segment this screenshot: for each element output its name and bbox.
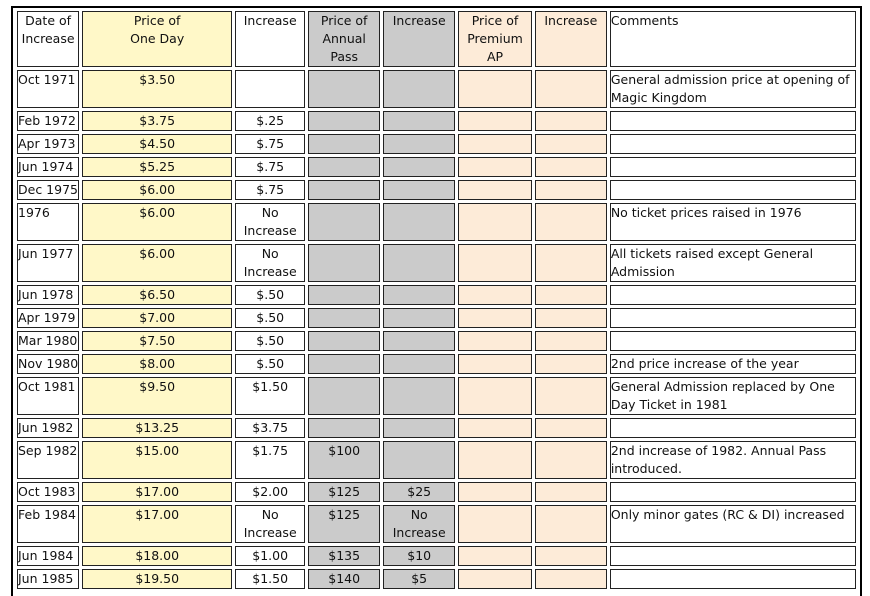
one-day-price-cell: $7.50 bbox=[82, 331, 232, 351]
table-row bbox=[17, 546, 856, 566]
header-increase-one-day: Increase bbox=[235, 11, 305, 67]
annual-pass-increase-cell bbox=[383, 244, 455, 282]
premium-ap-increase-cell bbox=[535, 418, 607, 438]
annual-pass-price-cell bbox=[308, 157, 380, 177]
date-cell: Dec 1975 bbox=[17, 180, 79, 200]
annual-pass-increase-cell bbox=[383, 354, 455, 374]
one-day-price-cell: $19.50 bbox=[82, 569, 232, 589]
one-day-increase-cell: $.75 bbox=[235, 157, 305, 177]
annual-pass-price-cell: $140 bbox=[308, 569, 380, 589]
premium-ap-price-cell bbox=[458, 331, 532, 351]
comment-cell: All tickets raised except General Admission bbox=[610, 244, 856, 282]
date-cell: Feb 1972 bbox=[17, 111, 79, 131]
one-day-increase-cell: $.50 bbox=[235, 285, 305, 305]
premium-ap-increase-cell bbox=[535, 482, 607, 502]
header-comments: Comments bbox=[610, 11, 856, 67]
table-row bbox=[17, 354, 856, 374]
annual-pass-price-cell: $125 bbox=[308, 482, 380, 502]
comment-cell bbox=[610, 180, 856, 200]
annual-pass-price-cell bbox=[308, 203, 380, 241]
date-cell: Jun 1974 bbox=[17, 157, 79, 177]
annual-pass-price-cell bbox=[308, 180, 380, 200]
premium-ap-increase-cell bbox=[535, 111, 607, 131]
premium-ap-increase-cell bbox=[535, 157, 607, 177]
table-row bbox=[17, 134, 856, 154]
one-day-increase-cell: No Increase bbox=[235, 203, 305, 241]
one-day-price-cell: $18.00 bbox=[82, 546, 232, 566]
annual-pass-price-cell bbox=[308, 331, 380, 351]
date-cell: Jun 1985 bbox=[17, 569, 79, 589]
annual-pass-increase-cell bbox=[383, 70, 455, 108]
comment-cell: General admission price at opening of Magic Kingdom bbox=[610, 70, 856, 108]
one-day-increase-cell: $.50 bbox=[235, 308, 305, 328]
header-annual-pass: Price of Annual Pass bbox=[308, 11, 380, 67]
comment-cell bbox=[610, 157, 856, 177]
annual-pass-increase-cell bbox=[383, 285, 455, 305]
one-day-price-cell: $5.25 bbox=[82, 157, 232, 177]
date-cell: Mar 1980 bbox=[17, 331, 79, 351]
premium-ap-price-cell bbox=[458, 308, 532, 328]
table-row bbox=[17, 285, 856, 305]
premium-ap-increase-cell bbox=[535, 203, 607, 241]
one-day-price-cell: $13.25 bbox=[82, 418, 232, 438]
comment-cell bbox=[610, 482, 856, 502]
annual-pass-increase-cell: $25 bbox=[383, 482, 455, 502]
header-increase-annual: Increase bbox=[383, 11, 455, 67]
one-day-increase-cell: $.25 bbox=[235, 111, 305, 131]
annual-pass-increase-cell bbox=[383, 157, 455, 177]
one-day-price-cell: $6.00 bbox=[82, 244, 232, 282]
annual-pass-increase-cell bbox=[383, 331, 455, 351]
date-cell: Nov 1980 bbox=[17, 354, 79, 374]
comment-cell bbox=[610, 111, 856, 131]
annual-pass-price-cell: $125 bbox=[308, 505, 380, 543]
one-day-price-cell: $4.50 bbox=[82, 134, 232, 154]
premium-ap-price-cell bbox=[458, 111, 532, 131]
premium-ap-price-cell bbox=[458, 157, 532, 177]
annual-pass-increase-cell bbox=[383, 418, 455, 438]
premium-ap-increase-cell bbox=[535, 441, 607, 479]
table-row bbox=[17, 157, 856, 177]
one-day-price-cell: $8.00 bbox=[82, 354, 232, 374]
premium-ap-price-cell bbox=[458, 244, 532, 282]
one-day-price-cell: $7.00 bbox=[82, 308, 232, 328]
comment-cell: General Admission replaced by One Day Ticket in 1981 bbox=[610, 377, 856, 415]
premium-ap-increase-cell bbox=[535, 285, 607, 305]
premium-ap-increase-cell bbox=[535, 331, 607, 351]
one-day-price-cell: $6.00 bbox=[82, 203, 232, 241]
annual-pass-increase-cell bbox=[383, 203, 455, 241]
price-history-panel bbox=[11, 6, 862, 596]
annual-pass-price-cell: $100 bbox=[308, 441, 380, 479]
annual-pass-price-cell bbox=[308, 377, 380, 415]
one-day-price-cell: $17.00 bbox=[82, 482, 232, 502]
one-day-price-cell: $9.50 bbox=[82, 377, 232, 415]
premium-ap-price-cell bbox=[458, 482, 532, 502]
premium-ap-increase-cell bbox=[535, 354, 607, 374]
table-row bbox=[17, 203, 856, 241]
premium-ap-price-cell bbox=[458, 441, 532, 479]
premium-ap-increase-cell bbox=[535, 505, 607, 543]
annual-pass-price-cell bbox=[308, 244, 380, 282]
premium-ap-price-cell bbox=[458, 180, 532, 200]
premium-ap-increase-cell bbox=[535, 308, 607, 328]
date-cell: Jun 1982 bbox=[17, 418, 79, 438]
premium-ap-price-cell bbox=[458, 134, 532, 154]
date-cell: Oct 1971 bbox=[17, 70, 79, 108]
one-day-increase-cell: No Increase bbox=[235, 244, 305, 282]
one-day-price-cell: $6.00 bbox=[82, 180, 232, 200]
comment-cell bbox=[610, 134, 856, 154]
header-date: Date of Increase bbox=[17, 11, 79, 67]
annual-pass-price-cell bbox=[308, 111, 380, 131]
premium-ap-price-cell bbox=[458, 546, 532, 566]
comment-cell bbox=[610, 569, 856, 589]
date-cell: Oct 1983 bbox=[17, 482, 79, 502]
comment-cell bbox=[610, 285, 856, 305]
annual-pass-increase-cell bbox=[383, 111, 455, 131]
header-increase-premium: Increase bbox=[535, 11, 607, 67]
annual-pass-price-cell bbox=[308, 70, 380, 108]
premium-ap-price-cell bbox=[458, 354, 532, 374]
annual-pass-price-cell bbox=[308, 285, 380, 305]
premium-ap-increase-cell bbox=[535, 377, 607, 415]
annual-pass-price-cell bbox=[308, 354, 380, 374]
comment-cell: 2nd increase of 1982. Annual Pass introduced. bbox=[610, 441, 856, 479]
table-row bbox=[17, 70, 856, 108]
premium-ap-increase-cell bbox=[535, 569, 607, 589]
table-row bbox=[17, 244, 856, 282]
one-day-increase-cell: $.50 bbox=[235, 331, 305, 351]
premium-ap-price-cell bbox=[458, 377, 532, 415]
one-day-increase-cell bbox=[235, 70, 305, 108]
premium-ap-increase-cell bbox=[535, 70, 607, 108]
annual-pass-increase-cell bbox=[383, 180, 455, 200]
comment-cell bbox=[610, 308, 856, 328]
one-day-increase-cell: $.50 bbox=[235, 354, 305, 374]
comment-cell bbox=[610, 331, 856, 351]
annual-pass-price-cell bbox=[308, 134, 380, 154]
one-day-price-cell: $6.50 bbox=[82, 285, 232, 305]
annual-pass-increase-cell bbox=[383, 377, 455, 415]
one-day-increase-cell: $1.00 bbox=[235, 546, 305, 566]
comment-cell: No ticket prices raised in 1976 bbox=[610, 203, 856, 241]
annual-pass-increase-cell: $5 bbox=[383, 569, 455, 589]
one-day-increase-cell: $1.50 bbox=[235, 569, 305, 589]
table-row bbox=[17, 418, 856, 438]
header-one-day: Price of One Day bbox=[82, 11, 232, 67]
one-day-price-cell: $17.00 bbox=[82, 505, 232, 543]
comment-cell: 2nd price increase of the year bbox=[610, 354, 856, 374]
annual-pass-price-cell: $135 bbox=[308, 546, 380, 566]
premium-ap-increase-cell bbox=[535, 546, 607, 566]
one-day-increase-cell: No Increase bbox=[235, 505, 305, 543]
price-history-table bbox=[14, 8, 859, 592]
comment-cell bbox=[610, 546, 856, 566]
date-cell: Oct 1981 bbox=[17, 377, 79, 415]
date-cell: Feb 1984 bbox=[17, 505, 79, 543]
one-day-increase-cell: $2.00 bbox=[235, 482, 305, 502]
premium-ap-price-cell bbox=[458, 569, 532, 589]
annual-pass-increase-cell bbox=[383, 441, 455, 479]
one-day-price-cell: $3.50 bbox=[82, 70, 232, 108]
annual-pass-price-cell bbox=[308, 308, 380, 328]
annual-pass-increase-cell bbox=[383, 134, 455, 154]
date-cell: Jun 1984 bbox=[17, 546, 79, 566]
table-row bbox=[17, 111, 856, 131]
annual-pass-price-cell bbox=[308, 418, 380, 438]
table-row bbox=[17, 377, 856, 415]
table-row bbox=[17, 569, 856, 589]
date-cell: Apr 1973 bbox=[17, 134, 79, 154]
premium-ap-increase-cell bbox=[535, 244, 607, 282]
date-cell: Apr 1979 bbox=[17, 308, 79, 328]
premium-ap-price-cell bbox=[458, 505, 532, 543]
premium-ap-price-cell bbox=[458, 418, 532, 438]
comment-cell bbox=[610, 418, 856, 438]
table-row bbox=[17, 308, 856, 328]
header-premium-ap: Price of Premium AP bbox=[458, 11, 532, 67]
date-cell: Jun 1977 bbox=[17, 244, 79, 282]
one-day-price-cell: $3.75 bbox=[82, 111, 232, 131]
table-row bbox=[17, 331, 856, 351]
premium-ap-increase-cell bbox=[535, 134, 607, 154]
annual-pass-increase-cell: No Increase bbox=[383, 505, 455, 543]
date-cell: Jun 1978 bbox=[17, 285, 79, 305]
annual-pass-increase-cell bbox=[383, 308, 455, 328]
date-cell: Sep 1982 bbox=[17, 441, 79, 479]
premium-ap-price-cell bbox=[458, 203, 532, 241]
table-row bbox=[17, 441, 856, 479]
annual-pass-increase-cell: $10 bbox=[383, 546, 455, 566]
table-row bbox=[17, 180, 856, 200]
date-cell: 1976 bbox=[17, 203, 79, 241]
premium-ap-price-cell bbox=[458, 285, 532, 305]
one-day-price-cell: $15.00 bbox=[82, 441, 232, 479]
one-day-increase-cell: $3.75 bbox=[235, 418, 305, 438]
one-day-increase-cell: $.75 bbox=[235, 134, 305, 154]
premium-ap-price-cell bbox=[458, 70, 532, 108]
one-day-increase-cell: $1.50 bbox=[235, 377, 305, 415]
table-row bbox=[17, 505, 856, 543]
one-day-increase-cell: $1.75 bbox=[235, 441, 305, 479]
comment-cell: Only minor gates (RC & DI) increased bbox=[610, 505, 856, 543]
header-row bbox=[17, 11, 856, 67]
table-row bbox=[17, 482, 856, 502]
premium-ap-increase-cell bbox=[535, 180, 607, 200]
one-day-increase-cell: $.75 bbox=[235, 180, 305, 200]
